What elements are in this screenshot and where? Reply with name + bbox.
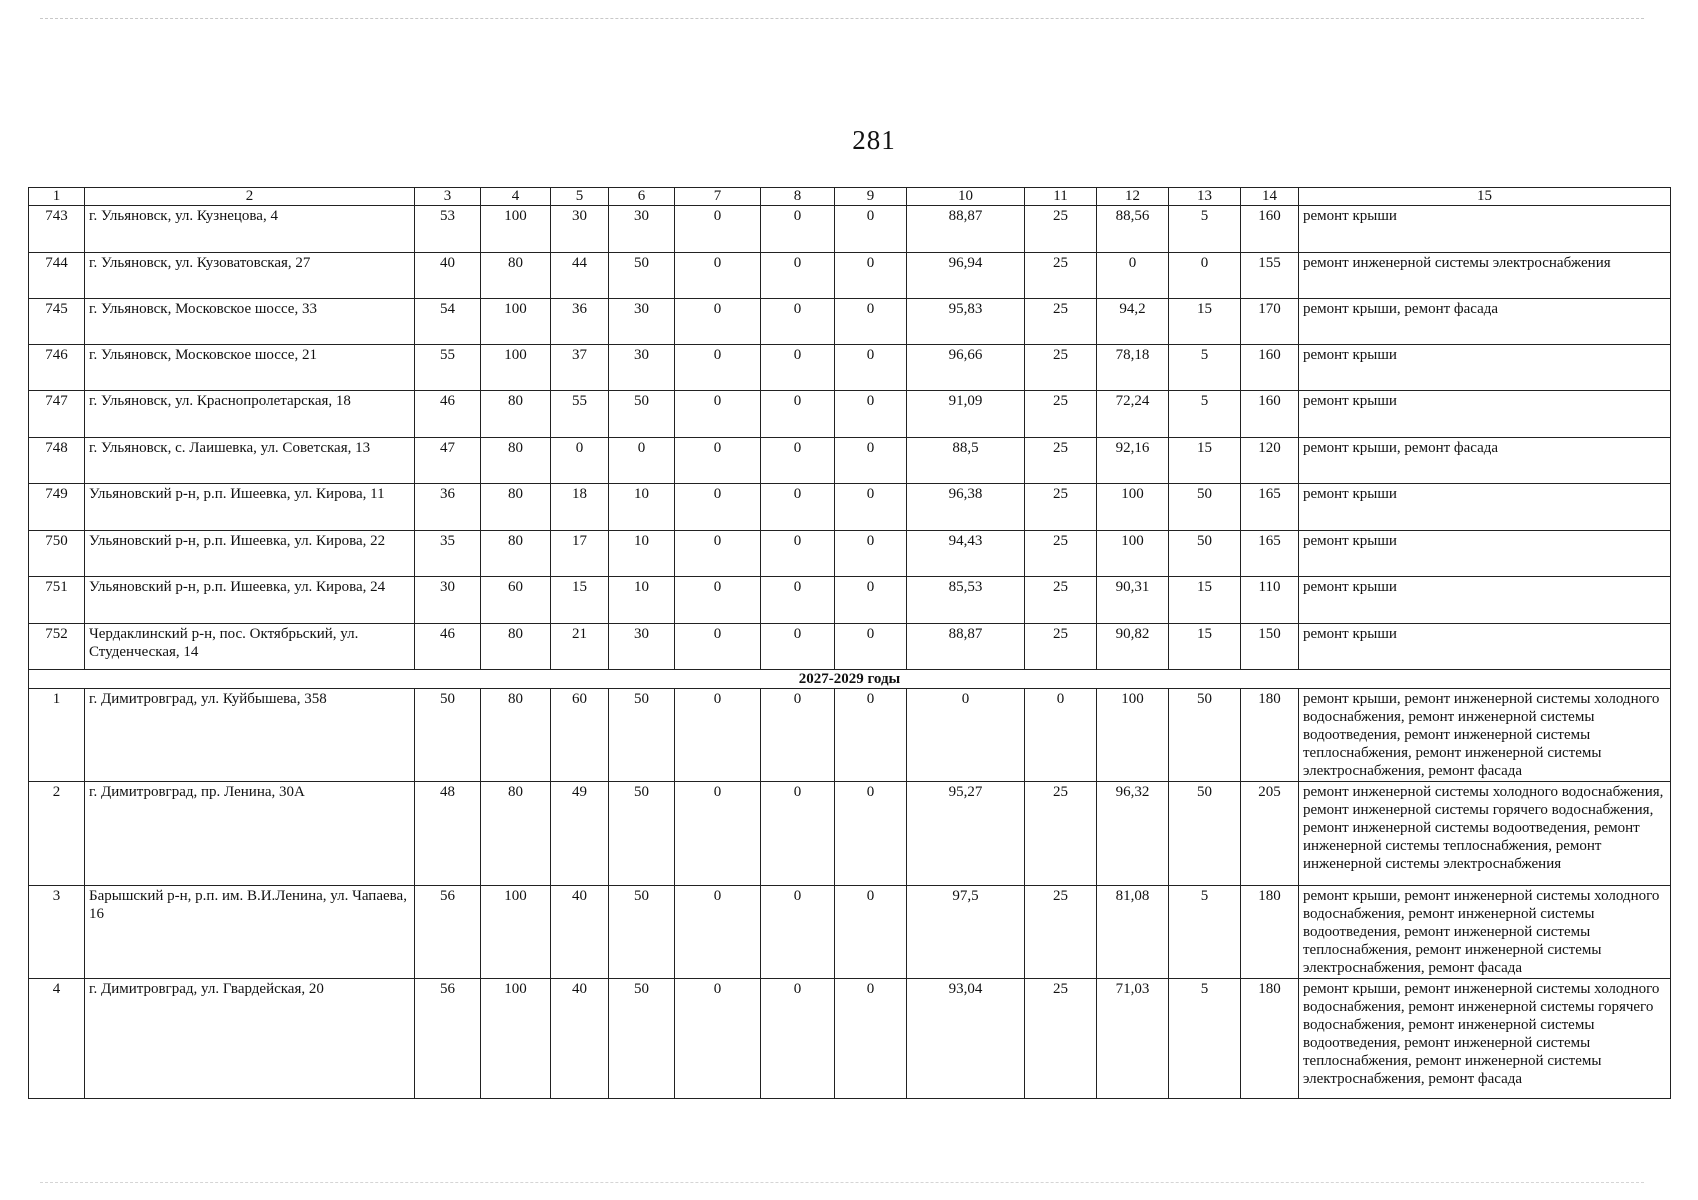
cell-col-7: 0	[675, 484, 761, 531]
scan-edge-top	[40, 18, 1644, 19]
address-cell: г. Ульяновск, ул. Кузоватовская, 27	[85, 253, 415, 299]
works-cell: ремонт крыши	[1299, 624, 1671, 670]
cell-col-6: 10	[609, 577, 675, 624]
column-number-row	[29, 188, 1671, 206]
column-number-4: 4	[481, 188, 551, 206]
table-row	[29, 689, 1671, 782]
cell-col-7: 0	[675, 391, 761, 438]
column-number-14: 14	[1241, 188, 1299, 206]
cell-col-12: 94,2	[1097, 299, 1169, 345]
cell-col-5: 17	[551, 531, 609, 577]
cell-col-10: 93,04	[907, 979, 1025, 1099]
table-row	[29, 206, 1671, 253]
row-number: 746	[29, 345, 85, 391]
cell-col-14: 120	[1241, 438, 1299, 484]
table-row	[29, 577, 1671, 624]
cell-col-7: 0	[675, 624, 761, 670]
row-number: 2	[29, 782, 85, 886]
address-cell: Ульяновский р-н, р.п. Ишеевка, ул. Кирова, 22	[85, 531, 415, 577]
cell-col-7: 0	[675, 438, 761, 484]
cell-col-7: 0	[675, 886, 761, 979]
cell-col-10: 85,53	[907, 577, 1025, 624]
works-cell: ремонт крыши	[1299, 206, 1671, 253]
period-label: 2027-2029 годы	[29, 670, 1671, 689]
cell-col-8: 0	[761, 782, 835, 886]
address-cell: г. Ульяновск, с. Лаишевка, ул. Советская, 13	[85, 438, 415, 484]
cell-col-10: 97,5	[907, 886, 1025, 979]
cell-col-11: 25	[1025, 391, 1097, 438]
cell-col-6: 30	[609, 206, 675, 253]
cell-col-11: 25	[1025, 624, 1097, 670]
cell-col-14: 165	[1241, 531, 1299, 577]
cell-col-7: 0	[675, 782, 761, 886]
cell-col-8: 0	[761, 391, 835, 438]
cell-col-8: 0	[761, 438, 835, 484]
cell-col-3: 56	[415, 886, 481, 979]
cell-col-10: 94,43	[907, 531, 1025, 577]
cell-col-13: 50	[1169, 782, 1241, 886]
cell-col-9: 0	[835, 345, 907, 391]
cell-col-13: 15	[1169, 299, 1241, 345]
table-row	[29, 345, 1671, 391]
cell-col-9: 0	[835, 624, 907, 670]
cell-col-3: 46	[415, 391, 481, 438]
cell-col-4: 80	[481, 689, 551, 782]
table-row	[29, 253, 1671, 299]
cell-col-3: 56	[415, 979, 481, 1099]
cell-col-13: 50	[1169, 531, 1241, 577]
cell-col-3: 40	[415, 253, 481, 299]
cell-col-9: 0	[835, 253, 907, 299]
row-number: 4	[29, 979, 85, 1099]
cell-col-5: 49	[551, 782, 609, 886]
works-cell: ремонт крыши, ремонт фасада	[1299, 438, 1671, 484]
cell-col-14: 180	[1241, 886, 1299, 979]
table-row	[29, 782, 1671, 886]
cell-col-11: 25	[1025, 577, 1097, 624]
cell-col-10: 96,66	[907, 345, 1025, 391]
cell-col-10: 88,87	[907, 206, 1025, 253]
cell-col-6: 30	[609, 299, 675, 345]
cell-col-5: 36	[551, 299, 609, 345]
cell-col-11: 25	[1025, 253, 1097, 299]
scan-edge-bottom	[40, 1182, 1644, 1183]
cell-col-9: 0	[835, 206, 907, 253]
cell-col-9: 0	[835, 979, 907, 1099]
column-number-1: 1	[29, 188, 85, 206]
cell-col-3: 36	[415, 484, 481, 531]
cell-col-12: 100	[1097, 689, 1169, 782]
cell-col-10: 91,09	[907, 391, 1025, 438]
works-cell: ремонт крыши	[1299, 484, 1671, 531]
cell-col-12: 71,03	[1097, 979, 1169, 1099]
cell-col-9: 0	[835, 886, 907, 979]
cell-col-8: 0	[761, 484, 835, 531]
cell-col-11: 25	[1025, 206, 1097, 253]
cell-col-10: 96,38	[907, 484, 1025, 531]
works-cell: ремонт крыши	[1299, 345, 1671, 391]
cell-col-4: 80	[481, 531, 551, 577]
cell-col-4: 80	[481, 782, 551, 886]
address-cell: Ульяновский р-н, р.п. Ишеевка, ул. Кирова, 11	[85, 484, 415, 531]
row-number: 751	[29, 577, 85, 624]
cell-col-4: 100	[481, 886, 551, 979]
row-number: 743	[29, 206, 85, 253]
cell-col-10: 96,94	[907, 253, 1025, 299]
column-number-15: 15	[1299, 188, 1671, 206]
row-number: 1	[29, 689, 85, 782]
cell-col-12: 81,08	[1097, 886, 1169, 979]
cell-col-11: 25	[1025, 299, 1097, 345]
cell-col-7: 0	[675, 689, 761, 782]
cell-col-9: 0	[835, 782, 907, 886]
table-row	[29, 886, 1671, 979]
cell-col-6: 50	[609, 886, 675, 979]
cell-col-5: 0	[551, 438, 609, 484]
cell-col-4: 100	[481, 979, 551, 1099]
works-cell: ремонт крыши	[1299, 531, 1671, 577]
cell-col-6: 50	[609, 979, 675, 1099]
cell-col-3: 47	[415, 438, 481, 484]
address-cell: Чердаклинский р-н, пос. Октябрьский, ул. Студенческая, 14	[85, 624, 415, 670]
cell-col-14: 170	[1241, 299, 1299, 345]
cell-col-7: 0	[675, 299, 761, 345]
cell-col-4: 100	[481, 345, 551, 391]
cell-col-14: 160	[1241, 345, 1299, 391]
cell-col-4: 80	[481, 391, 551, 438]
cell-col-12: 90,82	[1097, 624, 1169, 670]
column-number-7: 7	[675, 188, 761, 206]
cell-col-5: 40	[551, 979, 609, 1099]
cell-col-6: 10	[609, 484, 675, 531]
cell-col-3: 35	[415, 531, 481, 577]
cell-col-14: 180	[1241, 979, 1299, 1099]
cell-col-7: 0	[675, 345, 761, 391]
cell-col-8: 0	[761, 253, 835, 299]
cell-col-14: 205	[1241, 782, 1299, 886]
cell-col-6: 0	[609, 438, 675, 484]
table-row	[29, 299, 1671, 345]
cell-col-6: 50	[609, 391, 675, 438]
cell-col-9: 0	[835, 438, 907, 484]
cell-col-4: 80	[481, 253, 551, 299]
cell-col-7: 0	[675, 577, 761, 624]
cell-col-3: 30	[415, 577, 481, 624]
cell-col-11: 25	[1025, 979, 1097, 1099]
address-cell: г. Ульяновск, ул. Краснопролетарская, 18	[85, 391, 415, 438]
cell-col-14: 160	[1241, 391, 1299, 438]
cell-col-6: 50	[609, 689, 675, 782]
table-row	[29, 391, 1671, 438]
works-cell: ремонт крыши, ремонт инженерной системы холодного водоснабжения, ремонт инженерной системы водоотведения, ремонт инженерной системы теплоснабжения, ремонт инженерной системы электроснабжения, ремонт фасада	[1299, 886, 1671, 979]
cell-col-4: 80	[481, 438, 551, 484]
cell-col-5: 37	[551, 345, 609, 391]
cell-col-9: 0	[835, 299, 907, 345]
cell-col-12: 100	[1097, 531, 1169, 577]
cell-col-14: 180	[1241, 689, 1299, 782]
cell-col-12: 96,32	[1097, 782, 1169, 886]
cell-col-5: 15	[551, 577, 609, 624]
address-cell: г. Димитровград, ул. Куйбышева, 358	[85, 689, 415, 782]
address-cell: Ульяновский р-н, р.п. Ишеевка, ул. Кирова, 24	[85, 577, 415, 624]
row-number: 3	[29, 886, 85, 979]
cell-col-8: 0	[761, 689, 835, 782]
cell-col-13: 5	[1169, 206, 1241, 253]
cell-col-13: 5	[1169, 345, 1241, 391]
cell-col-13: 5	[1169, 391, 1241, 438]
cell-col-13: 5	[1169, 979, 1241, 1099]
works-cell: ремонт крыши, ремонт инженерной системы холодного водоснабжения, ремонт инженерной системы водоотведения, ремонт инженерной системы теплоснабжения, ремонт инженерной системы электроснабжения, ремонт фасада	[1299, 689, 1671, 782]
cell-col-4: 100	[481, 299, 551, 345]
cell-col-3: 50	[415, 689, 481, 782]
cell-col-10: 95,27	[907, 782, 1025, 886]
cell-col-12: 88,56	[1097, 206, 1169, 253]
cell-col-12: 78,18	[1097, 345, 1169, 391]
cell-col-14: 150	[1241, 624, 1299, 670]
cell-col-4: 80	[481, 624, 551, 670]
cell-col-8: 0	[761, 531, 835, 577]
address-cell: г. Димитровград, пр. Ленина, 30А	[85, 782, 415, 886]
cell-col-11: 25	[1025, 484, 1097, 531]
page-number: 281	[852, 125, 896, 155]
cell-col-11: 0	[1025, 689, 1097, 782]
table-row	[29, 484, 1671, 531]
cell-col-10: 88,5	[907, 438, 1025, 484]
cell-col-13: 15	[1169, 624, 1241, 670]
cell-col-11: 25	[1025, 438, 1097, 484]
cell-col-12: 100	[1097, 484, 1169, 531]
cell-col-8: 0	[761, 886, 835, 979]
cell-col-8: 0	[761, 299, 835, 345]
cell-col-6: 50	[609, 782, 675, 886]
cell-col-3: 46	[415, 624, 481, 670]
cell-col-5: 21	[551, 624, 609, 670]
row-number: 747	[29, 391, 85, 438]
works-cell: ремонт крыши	[1299, 391, 1671, 438]
cell-col-10: 88,87	[907, 624, 1025, 670]
column-number-12: 12	[1097, 188, 1169, 206]
address-cell: г. Ульяновск, Московское шоссе, 21	[85, 345, 415, 391]
column-number-9: 9	[835, 188, 907, 206]
works-cell: ремонт крыши, ремонт инженерной системы холодного водоснабжения, ремонт инженерной системы горячего водоснабжения, ремонт инженерной системы водоотведения, ремонт инженерной системы теплоснабжения, ремонт инженерной системы электроснабжения, ремонт фасада	[1299, 979, 1671, 1099]
cell-col-6: 10	[609, 531, 675, 577]
cell-col-11: 25	[1025, 886, 1097, 979]
column-number-6: 6	[609, 188, 675, 206]
cell-col-5: 55	[551, 391, 609, 438]
cell-col-8: 0	[761, 624, 835, 670]
cell-col-9: 0	[835, 484, 907, 531]
table-row	[29, 438, 1671, 484]
cell-col-3: 48	[415, 782, 481, 886]
cell-col-13: 15	[1169, 438, 1241, 484]
cell-col-3: 55	[415, 345, 481, 391]
cell-col-9: 0	[835, 391, 907, 438]
cell-col-5: 30	[551, 206, 609, 253]
cell-col-9: 0	[835, 531, 907, 577]
works-cell: ремонт крыши	[1299, 577, 1671, 624]
cell-col-3: 53	[415, 206, 481, 253]
cell-col-7: 0	[675, 206, 761, 253]
cell-col-13: 0	[1169, 253, 1241, 299]
cell-col-12: 90,31	[1097, 577, 1169, 624]
row-number: 745	[29, 299, 85, 345]
cell-col-14: 165	[1241, 484, 1299, 531]
cell-col-12: 0	[1097, 253, 1169, 299]
column-number-11: 11	[1025, 188, 1097, 206]
cell-col-4: 100	[481, 206, 551, 253]
column-number-8: 8	[761, 188, 835, 206]
cell-col-3: 54	[415, 299, 481, 345]
register-sheet	[28, 187, 1671, 1099]
address-cell: г. Ульяновск, ул. Кузнецова, 4	[85, 206, 415, 253]
cell-col-14: 160	[1241, 206, 1299, 253]
cell-col-4: 80	[481, 484, 551, 531]
cell-col-7: 0	[675, 531, 761, 577]
cell-col-13: 50	[1169, 689, 1241, 782]
works-cell: ремонт крыши, ремонт фасада	[1299, 299, 1671, 345]
address-cell: г. Ульяновск, Московское шоссе, 33	[85, 299, 415, 345]
register-body	[29, 188, 1671, 1099]
cell-col-9: 0	[835, 577, 907, 624]
cell-col-12: 92,16	[1097, 438, 1169, 484]
cell-col-14: 110	[1241, 577, 1299, 624]
works-cell: ремонт инженерной системы холодного водоснабжения, ремонт инженерной системы горячего водоснабжения, ремонт инженерной системы водоотведения, ремонт инженерной системы теплоснабжения, ремонт инженерной системы электроснабжения	[1299, 782, 1671, 886]
table-row	[29, 531, 1671, 577]
cell-col-13: 50	[1169, 484, 1241, 531]
cell-col-11: 25	[1025, 345, 1097, 391]
row-number: 744	[29, 253, 85, 299]
row-number: 752	[29, 624, 85, 670]
cell-col-7: 0	[675, 253, 761, 299]
cell-col-8: 0	[761, 206, 835, 253]
cell-col-9: 0	[835, 689, 907, 782]
cell-col-8: 0	[761, 979, 835, 1099]
cell-col-6: 30	[609, 624, 675, 670]
works-cell: ремонт инженерной системы электроснабжения	[1299, 253, 1671, 299]
cell-col-8: 0	[761, 345, 835, 391]
cell-col-6: 50	[609, 253, 675, 299]
cell-col-14: 155	[1241, 253, 1299, 299]
cell-col-5: 44	[551, 253, 609, 299]
cell-col-5: 40	[551, 886, 609, 979]
cell-col-7: 0	[675, 979, 761, 1099]
cell-col-10: 95,83	[907, 299, 1025, 345]
address-cell: Барышский р-н, р.п. им. В.И.Ленина, ул. Чапаева, 16	[85, 886, 415, 979]
cell-col-5: 60	[551, 689, 609, 782]
cell-col-4: 60	[481, 577, 551, 624]
cell-col-11: 25	[1025, 782, 1097, 886]
cell-col-5: 18	[551, 484, 609, 531]
cell-col-10: 0	[907, 689, 1025, 782]
column-number-3: 3	[415, 188, 481, 206]
column-number-2: 2	[85, 188, 415, 206]
cell-col-6: 30	[609, 345, 675, 391]
row-number: 750	[29, 531, 85, 577]
table-row	[29, 624, 1671, 670]
cell-col-13: 15	[1169, 577, 1241, 624]
row-number: 748	[29, 438, 85, 484]
row-number: 749	[29, 484, 85, 531]
cell-col-11: 25	[1025, 531, 1097, 577]
column-number-10: 10	[907, 188, 1025, 206]
column-number-5: 5	[551, 188, 609, 206]
period-row	[29, 670, 1671, 689]
column-number-13: 13	[1169, 188, 1241, 206]
cell-col-12: 72,24	[1097, 391, 1169, 438]
address-cell: г. Димитровград, ул. Гвардейская, 20	[85, 979, 415, 1099]
cell-col-13: 5	[1169, 886, 1241, 979]
cell-col-8: 0	[761, 577, 835, 624]
register-table	[28, 187, 1671, 1099]
table-row	[29, 979, 1671, 1099]
